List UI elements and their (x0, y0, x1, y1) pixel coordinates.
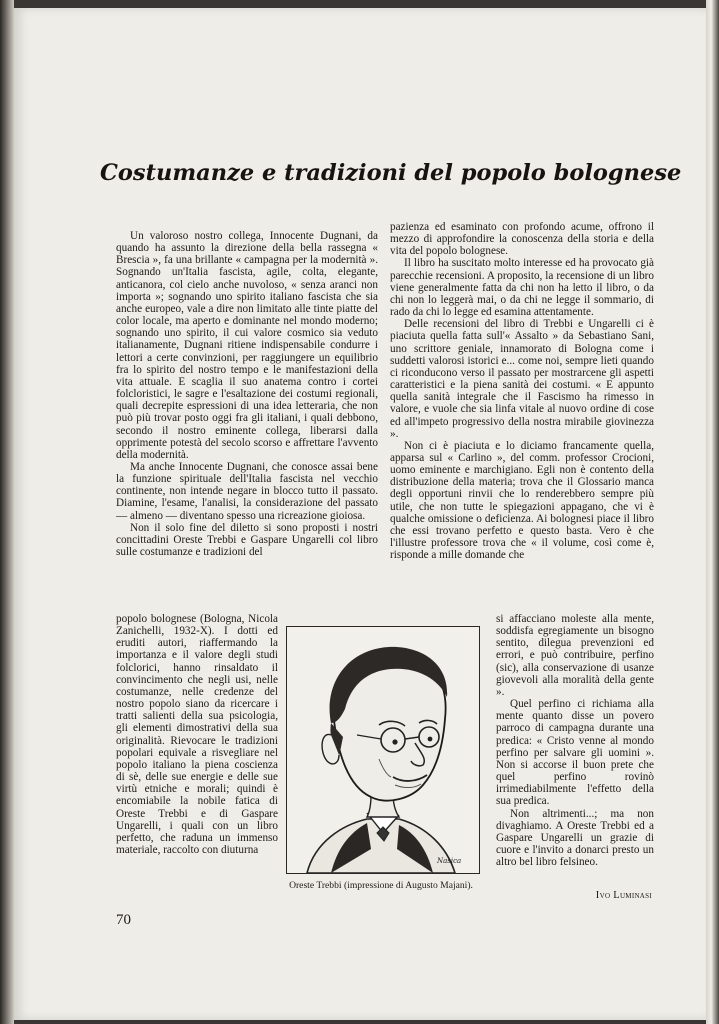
article-column-right-lower (496, 613, 654, 895)
book-edge-right (706, 0, 719, 1024)
caricature-portrait-icon (287, 627, 479, 873)
book-gutter-left (0, 0, 14, 1024)
article-column-left-lower (116, 613, 278, 891)
author-signature: Ivo Luminasi (595, 890, 652, 901)
paragraph: Non il solo fine del diletto si sono proposti i nostri concittadini Oreste Trebbi e Gaspare Ungarelli col libro sulle costumanze e tradizioni del (116, 521, 378, 559)
paragraph: Delle recensioni del libro di Trebbi e Ungarelli ci è piaciuta quella fatta sull'« Assalto » da Sebastiano Sani, uno scrittore geniale, innamorato di Bologna come i suddetti valorosi istorici e... come noi, sempre lieti quando ci riconducono verso il passato per mostrarcene gli aspetti caratteristici e la piena sanità dei costumi. « E appunto quella sanità integrale che il Fascismo ha rimesso in valore, e vuole che sia linfa vitale al nuovo ordine di cose ed all'impeto progressivo della nostra mirabile giovinezza ». (390, 318, 654, 440)
paragraph: Quel perfino ci richiama alla mente quanto disse un povero parroco di campagna durante una predica: « Cristo venne al mondo perfino per salvare gli uomini ». Non si accorse il buon prete che quel perfino rovinò irrimediabilmente l'effetto della sua predica. (496, 698, 654, 808)
paragraph: Il libro ha suscitato molto interesse ed ha provocato già parecchie recensioni. A proposito, la recensione di un libro viene generalmente fatta da chi non ha letto il libro, o da chi non lo leggerà mai, o da chi ne legge il sommario, di rado da chi lo legge ed esamina attentamente. (390, 257, 654, 319)
paragraph: Un valoroso nostro collega, Innocente Dugnani, da quando ha assunto la direzione della bella rassegna « Brescia », fa una brillante « campagna per la modernità ». Sognando un'Italia fascista, agile, colta, elegante, anticanora, col cielo anche nuvoloso, « senza aranci non importa »; sognando uno spirito italiano fascista che sia anche europeo, vale a dire non limitato alle tinte piatte del color locale, ma aperto e dominante nel mondo moderno; sognando uno spirito, il cui valore cosmico sia veduto italianamente, Dugnani ritiene indispensabile condurre i lettori a certe convinzioni, per raggiungere un equilibrio fra lo spirito del nostro tempo e le manifestazioni della vita attuale. E scaglia il suo anatema contro i cortei folcloristici, le sagre e l'esaltazione dei costumi regionali, quali decrepite espressioni di una idea letteraria, che non può più trovar posto oggi fra gli italiani, i quali debbono, secondo il nostro eminente collega, liberarsi dalla opprimente potestà del secolo scorso e affrettare l'avvento della modernità. (116, 230, 378, 461)
figure-caption: Oreste Trebbi (impressione di Augusto Majani). (289, 880, 473, 891)
paragraph: Non altrimenti...; ma non divaghiamo. A Oreste Trebbi ed a Gaspare Ungarelli un grazie di cuore e l'invito a donarci presto un altro bel libro felsineo. (496, 807, 654, 869)
article-title: Costumanze e tradizioni del popolo bolognese (100, 160, 682, 186)
artist-signature: Nasica (437, 857, 462, 865)
paragraph: pazienza ed esaminato con profondo acume, offrono il mezzo di approfondire la conoscenza della storia e della vita del popolo bolognese. (390, 221, 654, 258)
paragraph: si affacciano moleste alla mente, soddisfa egregiamente un bisogno sentito, dilegua prevenzioni ed errori, e può contribuire, perfino (sic), alla conservazione di usanze giovevoli alla moralità della gente ». (496, 613, 654, 698)
paragraph: Ma anche Innocente Dugnani, che conosce assai bene la funzione spirituale dell'Italia fascista nel vecchio continente, non intende negare in blocco tutto il passato. Diamine, l'esame, l'analisi, la considerazione del passato — almeno — diventano spesso una ricreazione gioiosa. (116, 460, 378, 522)
article-column-right-upper (390, 221, 654, 613)
paragraph: popolo bolognese (Bologna, Nicola Zanichelli, 1932-X). I dotti ed eruditi autori, riaffermando la importanza e il valore degli studi folclorici, hanno rinsaldato il convincimento che negli usi, nelle costumanze, nelle credenze del nostro popolo siano da ricercare i tratti salienti della sua psicologia, gli elementi dimostrativi della sua originalità. Rievocare le tradizioni popolari equivale a risvegliare nel popolo italiano la piena coscienza di sè, delle sue energie e delle sue virtù etniche e morali; quindi è encomiabile la nobile fatica di Oreste Trebbi e di Gaspare Ungarelli, i quali con un libro perfetto, che raduna un immenso materiale, raccolto con diuturna (116, 613, 278, 856)
caricature-illustration (286, 626, 480, 874)
article-column-left-upper (116, 230, 378, 614)
page-number: 70 (116, 912, 131, 928)
paragraph: Non ci è piaciuta e lo diciamo francamente quella, apparsa sul « Carlino », del comm. professor Crocioni, uomo eminente e marchigiano. Egli non è contento della distribuzione della materia; trova che il Glossario manca degli opportuni rinvii che lo renderebbero sempre più utile, che non tutte le spiegazioni appagano, che vi è qualche omissione o deficienza. Ai bolognesi piace il libro che essi trovano perfetto e questo basta. Vero è che l'illustre professore trova che « il volume, così come è, risponde a mille domande che (390, 439, 654, 562)
